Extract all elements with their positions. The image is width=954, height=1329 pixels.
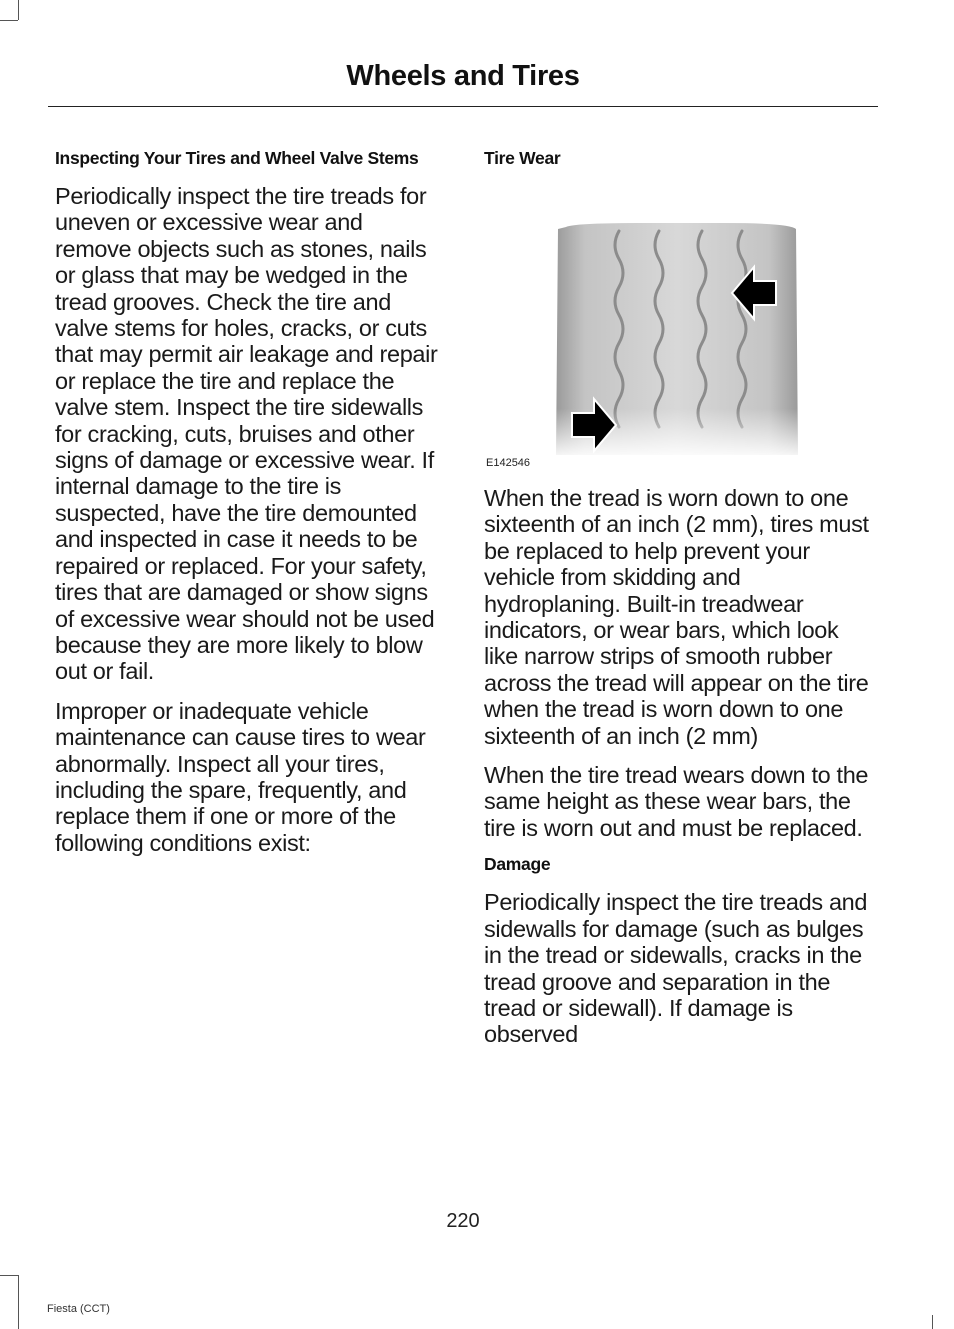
right-column [484, 148, 874, 1061]
section-heading-inspecting: Inspecting Your Tires and Wheel Valve Stems [55, 148, 419, 168]
header-divider [48, 106, 878, 107]
paragraph: Improper or inadequate vehicle maintenance can cause tires to wear abnormally. Inspect all your tires, including the spare, frequently, and replace them if one or more of the following conditions exist: [55, 697, 426, 856]
page-number: 220 [446, 1210, 480, 1232]
paragraph: Periodically inspect the tire treads and sidewalls for damage (such as bulges in the tread or sidewalls, cracks in the tread groove and separation in the tread or sidewall). If damage is observed [484, 889, 868, 1048]
crop-mark [0, 20, 18, 21]
paragraph: When the tire tread wears down to the same height as these wear bars, the tire is worn out and must be replaced. [484, 762, 869, 841]
footer-model-label: Fiesta (CCT) [47, 1303, 110, 1315]
tire-wear-figure [484, 183, 874, 473]
left-column [55, 148, 445, 869]
page-title: Wheels and Tires [346, 60, 580, 92]
figure-code: E142546 [486, 457, 531, 469]
section-heading-damage: Damage [484, 854, 551, 875]
crop-mark [0, 1275, 18, 1276]
crop-mark [932, 1315, 933, 1329]
paragraph: When the tread is worn down to one sixteenth of an inch (2 mm), tires must be replaced to help prevent your vehicle from skidding and hydroplaning. Built-in treadwear indicators, or wear bars, which look like narrow strips of smooth rubber across the tread will appear on the tire when the tread is worn down to one sixteenth of an inch (2 mm) [484, 485, 869, 749]
crop-mark [18, 1275, 19, 1329]
tire-tread-illustration [484, 183, 874, 473]
crop-mark [18, 0, 19, 20]
paragraph: Periodically inspect the tire treads for uneven or excessive wear and remove objects such as stones, nails or glass that may be wedged in the tread grooves. Check the tire and valve stems for holes, cracks, or cuts that may permit air leakage and repair or replace the tire and replace the valve stem. Inspect the tire sidewalls for cracking, cuts, bruises and other signs of damage or excessive wear. If internal damage to the tire is suspected, have the tire demounted and inspected in case it needs to be repaired or replaced. For your safety, tires that are damaged or show signs of excessive wear should not be used because they are more likely to blow out or fail. [55, 183, 438, 685]
section-heading-tire-wear: Tire Wear [484, 148, 561, 168]
